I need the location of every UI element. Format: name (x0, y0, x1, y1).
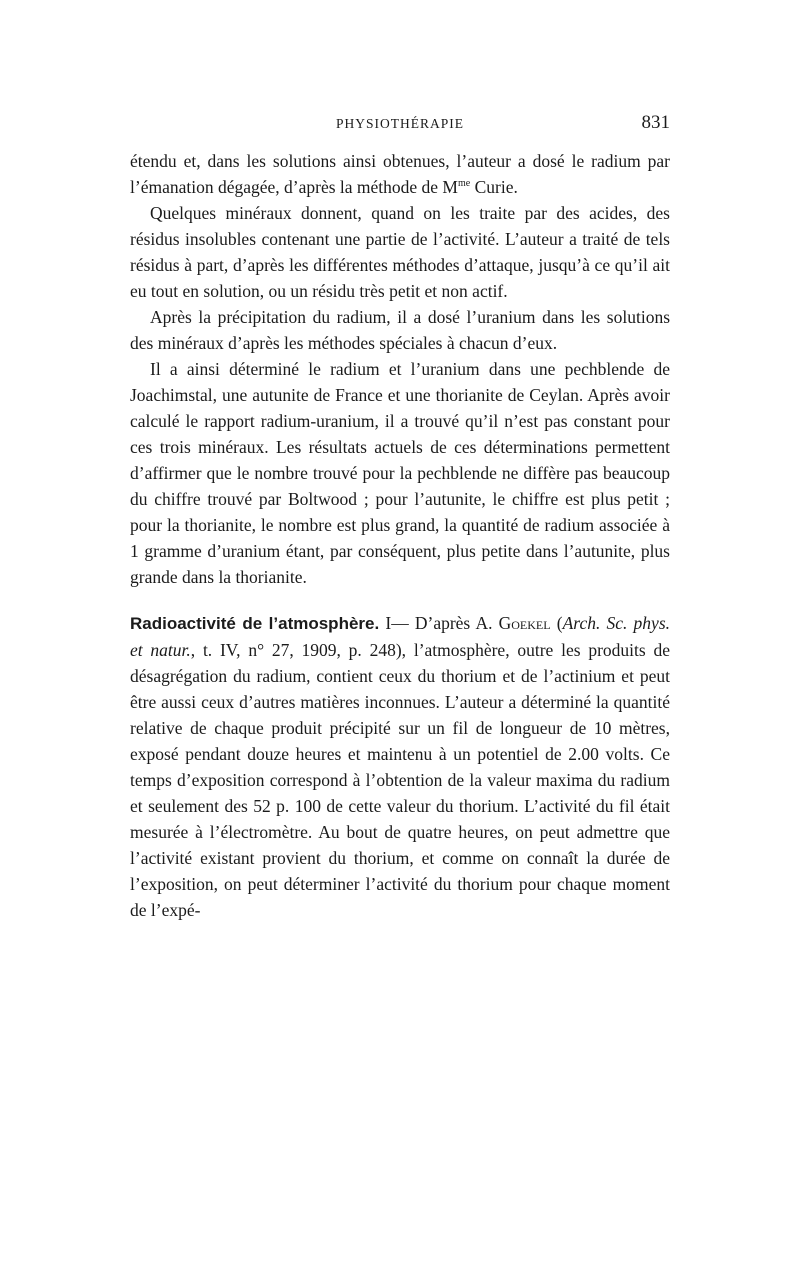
paragraph-1-end: Curie. (470, 177, 518, 197)
paragraph-2: Quelques minéraux donnent, quand on les traite par des acides, des résidus insolubles contenant une partie de l’activité. L’auteur a traité de tels résidus à part, d’après les différentes méthodes d’attaque, jusqu’à ce qu’il ait eu tout en solution, ou un résidu très petit et non actif. (130, 203, 670, 301)
section-text: l’atmosphère, outre les produits de désagrégation du radium, contient ceux du thorium et de l’actinium et peut être aussi ceux d’autres matières inconnues. L’auteur a déterminé la quantité relative de chaque produit précipité sur un fil de longueur de 10 mètres, exposé pendant douze heures et maintenu à un potentiel de 2.00 volts. Ce temps d’exposition correspond à l’obtention de la valeur maxima du radium et seulement des 52 p. 100 de cette valeur du thorium. L’activité du fil était mesurée à l’électromètre. Au bout de quatre heures, on peut admettre que l’activité existant provient du thorium, et comme on connaît la durée de l’exposition, on peut déterminer l’activité du thorium pour chaque moment de l’expé- (130, 640, 670, 920)
citation-details: , t. IV, n° 27, 1909, p. 248), (190, 640, 414, 660)
running-title: PHYSIOTHÉRAPIE (335, 116, 464, 131)
citation-journal: Arch. Sc. phys. et natur. (130, 613, 671, 660)
section-author: Goekel (498, 613, 551, 633)
paragraph-1-text: étendu et, dans les solutions ainsi obtenues, l’auteur a dosé le radium par l’émanation dégagée, d’après la méthode de M (130, 151, 670, 197)
page-number: 831 (641, 112, 670, 133)
body-text (130, 148, 670, 923)
paragraph-4: Il a ainsi déterminé le radium et l’uranium dans une pechblende de Joachimstal, une autunite de France et une thorianite de Ceylan. Après avoir calculé le rapport radium-uranium, il a trouvé qu’il n’est pas constant pour ces trois minéraux. Les résultats actuels de ces déterminations permettent d’affirmer que le nombre trouvé pour la pechblende ne diffère pas beaucoup du chiffre trouvé par Boltwood ; pour l’autunite, le chiffre est plus petit ; pour la thorianite, le nombre est plus grand, la quantité de radium associée à 1 gramme d’uranium étant, par conséquent, plus petite dans l’autunite, plus grande dans la thorianite. (130, 359, 670, 587)
section-spacer (130, 590, 670, 610)
superscript-me: me (458, 178, 471, 190)
running-header (130, 112, 670, 140)
section-paragraph (130, 610, 670, 923)
citation-open: ( (550, 613, 563, 633)
section-title: Radioactivité de l’atmosphère. (130, 614, 380, 633)
section-label: I— D’après A. (379, 613, 499, 633)
paragraph-1 (130, 148, 670, 200)
book-page (130, 112, 670, 923)
paragraph-3: Après la précipitation du radium, il a dosé l’uranium dans les solutions des minéraux d’après les méthodes spéciales à chacun d’eux. (130, 307, 670, 353)
